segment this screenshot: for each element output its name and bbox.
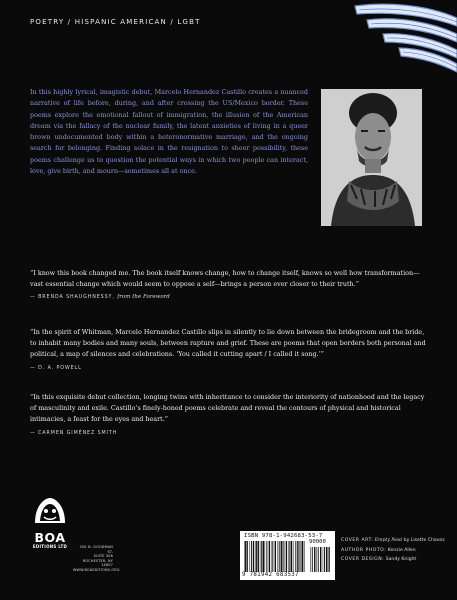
author-photo bbox=[321, 89, 422, 226]
book-description: In this highly lyrical, imagistic debut, Marcelo Hernandez Castillo creates a nuanced narrative of life before, during, and after crossing the US/Mexico border. These poems explore the emotional fallout of immigration, the illusion of the American dream via the fallacy of the nuclear family, the latent anxieties of living in a queer brown undocumented body within a heteronormative marriage, and the ongoing search for belonging. Finding solace in the resignation to sheer possibility, these poems challenge us to question the potential ways in which two people can interact, love, give birth, and mourn—sometimes all at once. bbox=[30, 88, 308, 176]
credit-cover-art: COVER ART: Empty Nest by Lisette Chavez bbox=[341, 538, 445, 543]
quote-attribution: — D. A. POWELL bbox=[30, 365, 82, 371]
addon-barcode-bars bbox=[310, 547, 331, 572]
quote-text: “I know this book changed me. The book itself knows change, how to change itself, knows so well how transformation—vast essential change which would seem to oppose a self—brings a person ever closer to their truth.” bbox=[30, 269, 420, 289]
review-quote-2 bbox=[30, 327, 428, 374]
cover-credits bbox=[341, 536, 451, 565]
quote-text: “In this exquisite debut collection, longing twins with inheritance to consider the interiority of nationhood and the legacy of masculinity and exile. Castillo’s finely-honed poems celebrate and reveal the contours of physical and historical intimacies, a feast for the eyes and heart.” bbox=[30, 393, 425, 424]
isbn-digits: 9 781942 683537 bbox=[242, 572, 299, 578]
credit-cover-design: COVER DESIGN: Sandy Knight bbox=[341, 557, 417, 563]
price-addon-code: 90000 bbox=[309, 539, 326, 545]
isbn-label: ISBN 978-1-942683-53-7 bbox=[244, 533, 323, 539]
publisher-logo bbox=[31, 495, 69, 571]
publisher-subtitle: EDITIONS LTD bbox=[32, 544, 68, 549]
publisher-address: 250 N. GOODMAN ST. SUITE 306 ROCHESTER, NY 14607 WWW.BOAEDITIONS.ORG bbox=[73, 545, 120, 572]
quote-attribution: — CARMEN GIMÉNEZ SMITH bbox=[30, 430, 118, 436]
quote-source: from the Foreword bbox=[117, 294, 170, 301]
credit-author-photo: AUTHOR PHOTO: Kenzie Allen bbox=[341, 547, 416, 553]
isbn-barcode bbox=[240, 531, 335, 580]
quote-text: “In the spirit of Whitman, Marcelo Hernandez Castillo slips in silently to lie down between the bridegroom and the bride, to inhabit many bodies and many souls, between rapture and grief. These are poems that open borders both personal and political, a map of silences and celebrations. ‘You called it cutting apart / I called it song.’” bbox=[30, 328, 426, 359]
quote-attribution: — BRENDA SHAUGHNESSY, from the Foreword bbox=[30, 294, 170, 301]
review-quote-1 bbox=[30, 268, 428, 304]
category-line: POETRY / HISPANIC AMERICAN / LGBT bbox=[30, 18, 201, 26]
barcode-bars bbox=[244, 541, 305, 572]
review-quote-3 bbox=[30, 392, 428, 439]
publisher-name: BOA bbox=[34, 530, 66, 545]
boa-emblem-icon bbox=[31, 495, 69, 527]
feathers-artwork bbox=[345, 0, 457, 78]
